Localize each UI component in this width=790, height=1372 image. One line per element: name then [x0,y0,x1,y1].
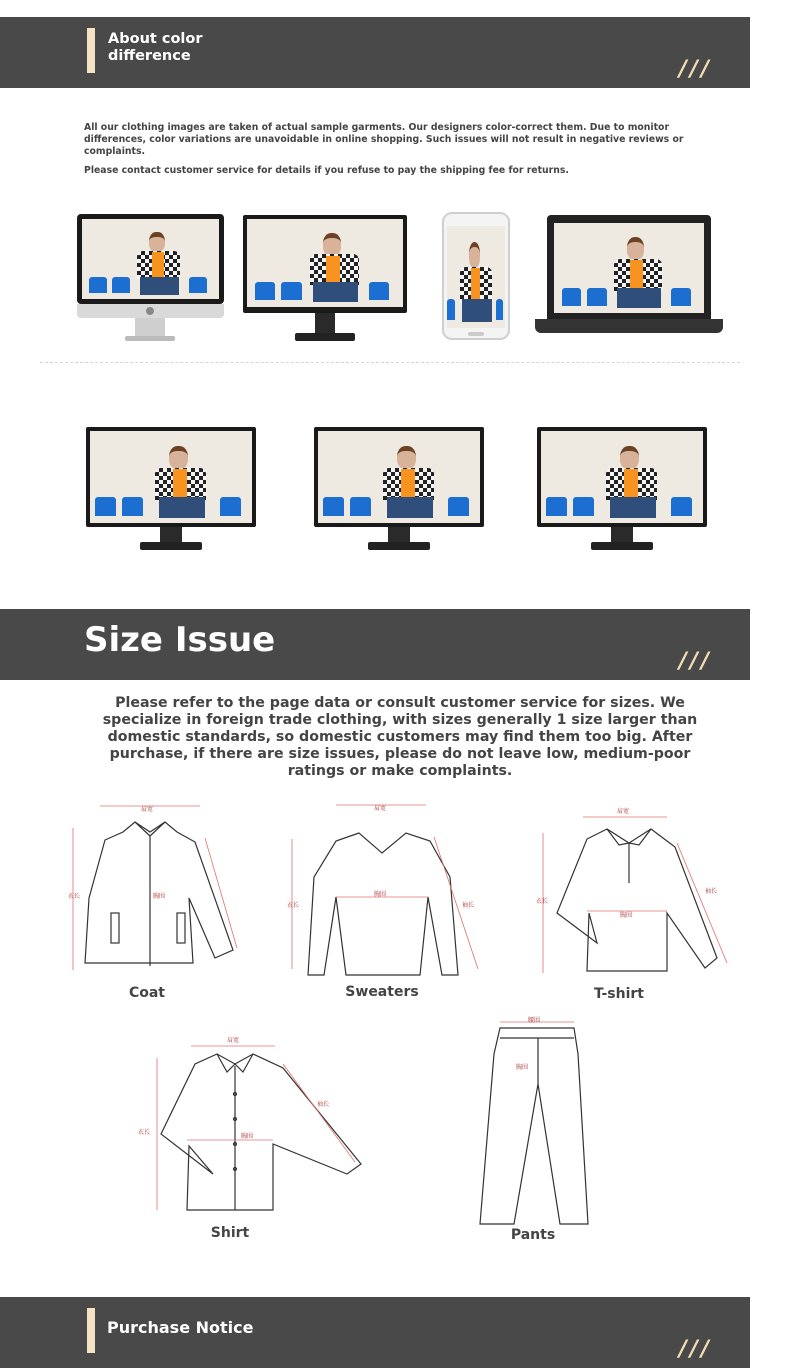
sweaters-diagram [284,797,484,979]
chest-mark: 胸围 [516,1064,529,1071]
color-notice-paragraph-2: Please contact customer service for details if you refuse to pay the shipping fee for returns. [84,165,569,176]
chest-mark: 胸围 [241,1133,254,1140]
color-difference-banner [0,17,750,88]
banner-title-line2: difference [108,48,191,64]
chest-mark: 胸围 [374,891,387,898]
shirt-diagram [135,1034,365,1214]
length-mark: 衣长 [287,902,300,909]
device-screen [247,219,403,307]
decorative-slashes: /// [678,1337,712,1362]
banner-title [108,31,203,65]
shoulder-mark: 肩宽 [227,1037,240,1044]
apple-logo-icon [146,307,154,315]
banner-accent-bar [87,28,95,73]
size-description: Please refer to the page data or consult customer service for sizes. We specialize in foreign trade clothing, with sizes generally 1 size larger than domestic standards, so domestic customers may find them too big. After purchase, if there are size issues, please do not leave low, medium-poor ratings or make complaints. [102,695,698,779]
size-issue-banner [0,609,750,680]
device-screen [90,431,252,523]
banner-title: Purchase Notice [107,1318,254,1337]
length-mark: 衣长 [68,893,81,900]
coat-diagram [65,798,245,978]
shoulder-mark: 肩宽 [617,808,630,815]
length-mark: 衣长 [138,1129,151,1136]
garment-label-coat: Coat [128,985,166,1001]
device-screen [447,226,505,328]
laptop [535,215,723,335]
chest-mark: 胸围 [153,893,166,900]
shoulder-mark: 肩宽 [141,806,154,813]
device-screen [541,431,703,523]
desktop-monitor [537,427,707,552]
garment-label-shirt: Shirt [210,1225,250,1241]
imac-display [77,214,224,344]
length-mark: 衣长 [536,898,549,905]
garment-label-sweaters: Sweaters [345,984,419,1000]
desktop-monitor [86,427,256,552]
desktop-monitor [243,215,407,345]
device-screen [82,219,219,299]
banner-title: Size Issue [84,620,276,660]
shoulder-mark: 肩宽 [374,805,387,812]
waist-mark: 腰围 [528,1017,541,1024]
desktop-monitor [314,427,484,552]
smartphone [442,212,510,340]
section-divider [40,362,740,363]
pants-diagram [470,1014,600,1228]
color-notice [84,122,734,177]
device-screen [554,223,704,313]
sleeve-mark: 袖长 [705,888,718,895]
sleeve-mark: 袖长 [317,1101,330,1108]
garment-label-tshirt: T-shirt [594,986,644,1002]
purchase-notice-banner [0,1297,750,1368]
banner-title-line1: About color [108,31,203,47]
tshirt-diagram [535,803,735,979]
decorative-slashes: /// [678,57,712,82]
chest-mark: 胸围 [620,912,633,919]
garment-label-pants: Pants [510,1227,556,1243]
color-notice-paragraph-1: All our clothing images are taken of actual sample garments. Our designers color-correct them. Due to monitor differences, color variations are unavoidable in online shopping. Such issues will not result in negative reviews or complaints. [84,122,684,157]
sleeve-mark: 袖长 [462,902,475,909]
device-screen [318,431,480,523]
decorative-slashes: /// [678,649,712,674]
banner-accent-bar [87,1308,95,1353]
